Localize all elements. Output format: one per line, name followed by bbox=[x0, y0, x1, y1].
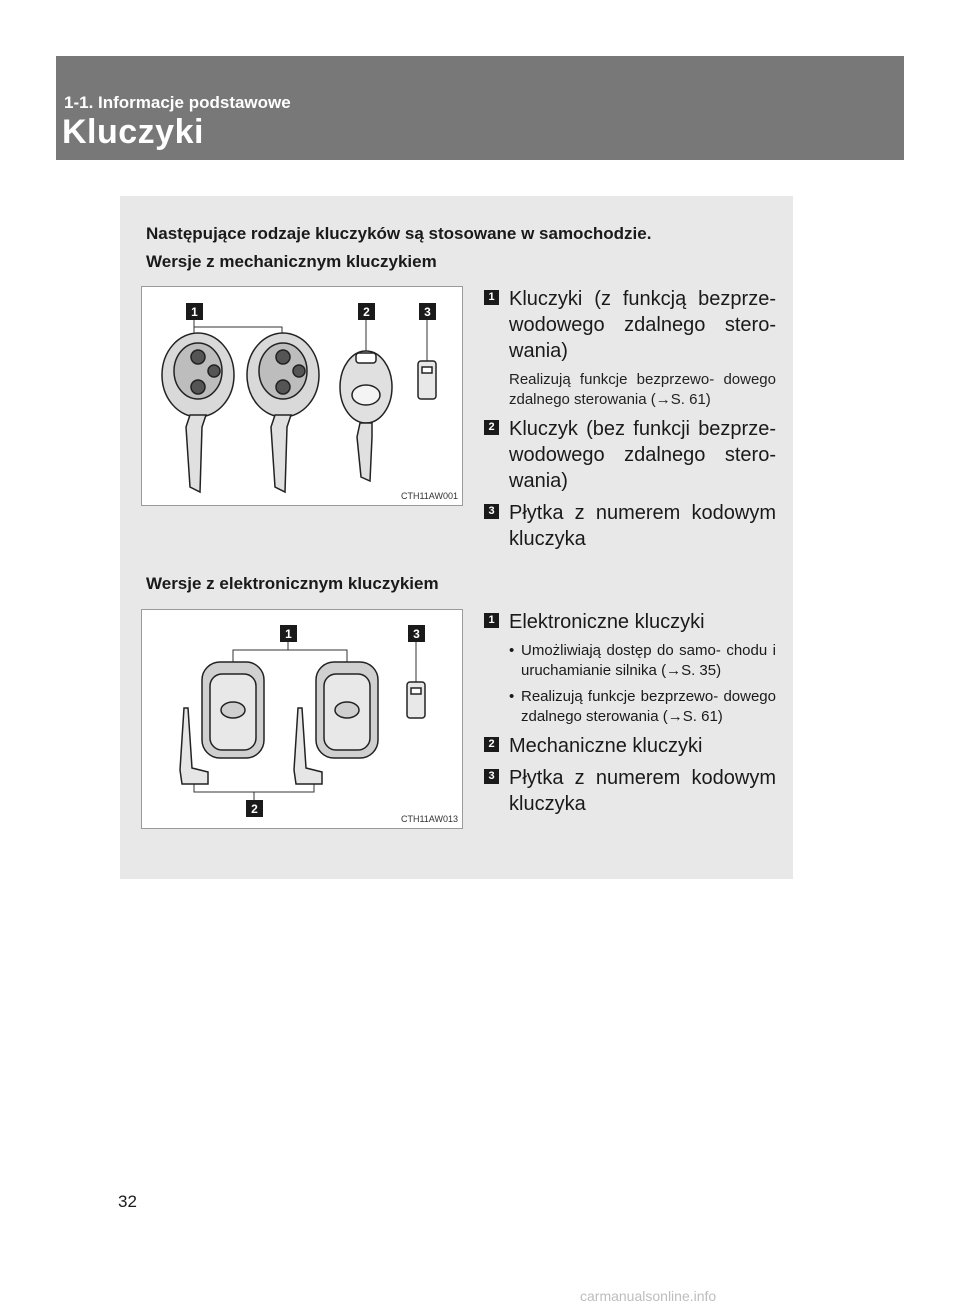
electronic-keys-illustration bbox=[142, 610, 462, 828]
item-text: Kluczyki (z funkcją bezprze- wodowego zdalnego stero- wania) bbox=[509, 288, 776, 362]
item-text: Kluczyk (bez funkcji bezprze- wodowego zdalnego stero- wania) bbox=[509, 418, 776, 492]
item-number-badge: 2 bbox=[484, 737, 499, 752]
svg-text:1: 1 bbox=[191, 305, 198, 319]
list-item bbox=[484, 416, 776, 494]
mechanical-heading: Wersje z mechanicznym kluczykiem bbox=[146, 252, 437, 271]
list-item bbox=[484, 500, 776, 552]
item-bullet: • Umożliwiają dostęp do samo- chodu i uruchamianie silnika (→S. 35) bbox=[509, 641, 776, 681]
electronic-item-list bbox=[484, 609, 776, 823]
item-number-badge: 3 bbox=[484, 769, 499, 784]
mechanical-keys-figure bbox=[141, 286, 463, 506]
page-title: Kluczyki bbox=[62, 113, 204, 151]
item-text: Płytka z numerem kodowym kluczyka bbox=[509, 767, 776, 815]
svg-text:3: 3 bbox=[424, 305, 431, 319]
item-number-badge: 3 bbox=[484, 504, 499, 519]
item-text: Płytka z numerem kodowym kluczyka bbox=[509, 502, 776, 550]
mechanical-item-list bbox=[484, 286, 776, 558]
list-item bbox=[484, 286, 776, 410]
item-number-badge: 1 bbox=[484, 613, 499, 628]
svg-text:2: 2 bbox=[251, 802, 258, 816]
page-number: 32 bbox=[118, 1192, 137, 1211]
electronic-heading: Wersje z elektronicznym kluczykiem bbox=[146, 574, 439, 593]
item-note: Realizują funkcje bezprzewo- dowego zdalnego sterowania (→S. 61) bbox=[509, 371, 776, 408]
item-number-badge: 2 bbox=[484, 420, 499, 435]
figure-code: CTH11AW001 bbox=[400, 491, 458, 501]
watermark: carmanualsonline.info bbox=[580, 1288, 717, 1304]
mechanical-keys-illustration bbox=[142, 287, 462, 505]
figure-code: CTH11AW013 bbox=[400, 814, 458, 824]
list-item bbox=[484, 609, 776, 727]
item-text: Mechaniczne kluczyki bbox=[509, 735, 703, 757]
intro-text: Następujące rodzaje kluczyków są stosowane w samochodzie. bbox=[146, 224, 652, 243]
item-number-badge: 1 bbox=[484, 290, 499, 305]
section-label: 1-1. Informacje podstawowe bbox=[64, 93, 291, 112]
svg-text:1: 1 bbox=[285, 627, 292, 641]
svg-text:3: 3 bbox=[413, 627, 420, 641]
electronic-keys-figure bbox=[141, 609, 463, 829]
item-text: Elektroniczne kluczyki bbox=[509, 611, 705, 633]
list-item bbox=[484, 765, 776, 817]
list-item bbox=[484, 733, 776, 759]
svg-text:2: 2 bbox=[363, 305, 370, 319]
item-bullet: • Realizują funkcje bezprzewo- dowego zdalnego sterowania (→S. 61) bbox=[509, 687, 776, 727]
